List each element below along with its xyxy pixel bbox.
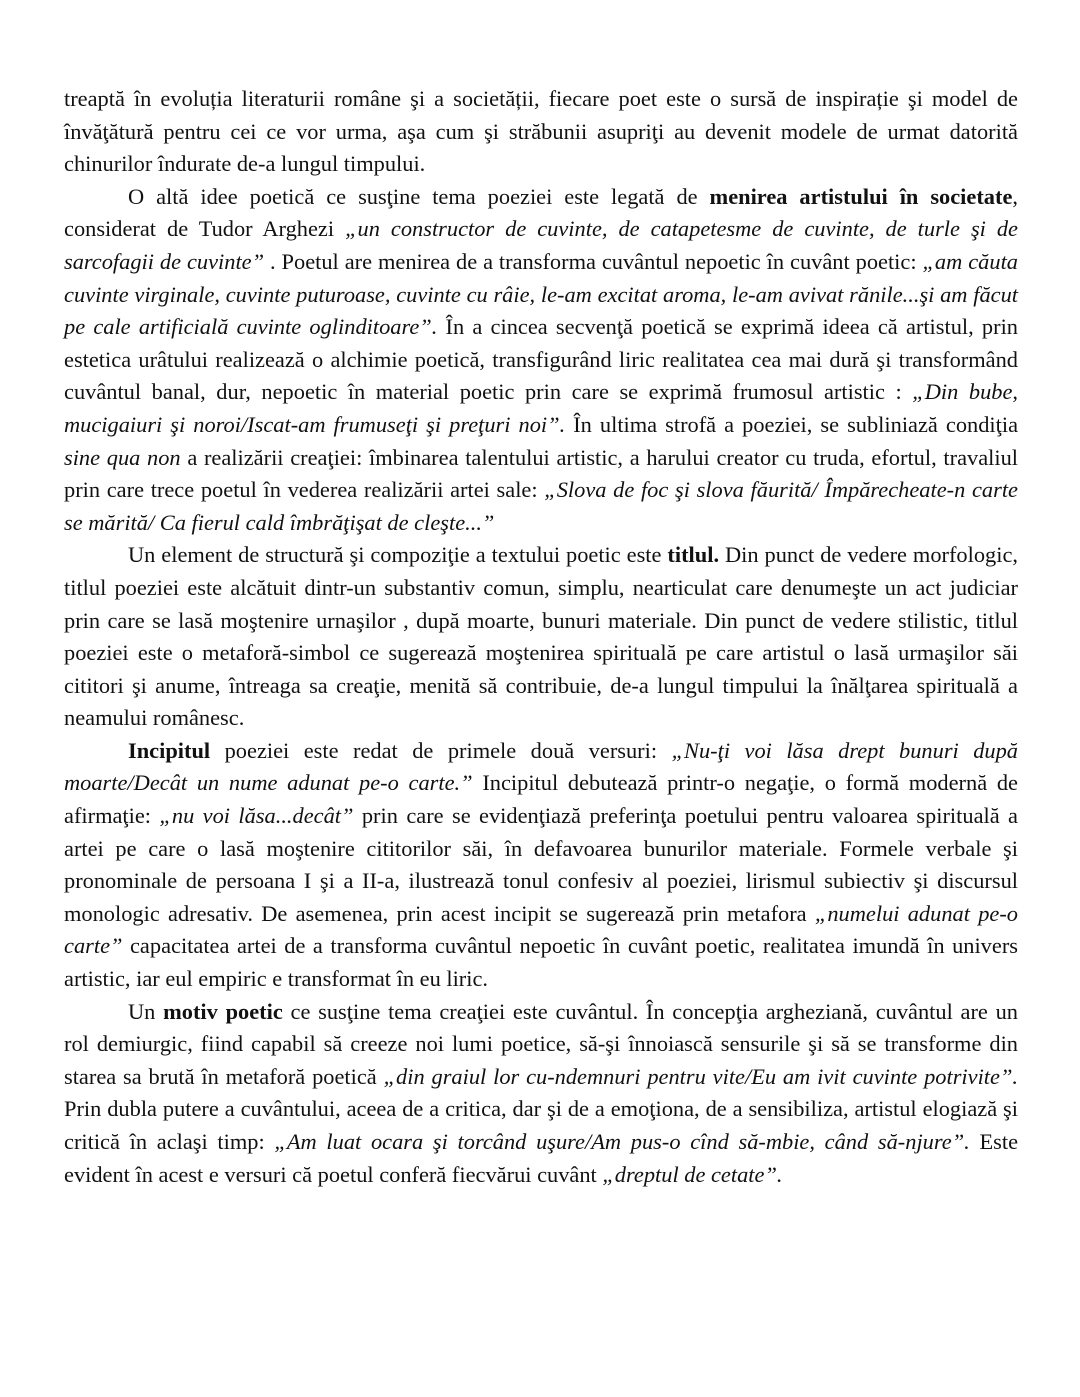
bold-phrase: titlul. [667,542,720,568]
quotation: „Slova de foc şi slova făurită/ Împărecheate-n carte se mărită/ Ca fierul cald îmbrăţişat de cleşte...” [64,477,1018,535]
paragraph-text: Prin dubla putere a cuvântului, aceea de a critica, dar şi de a emoţiona, de a sensibiliza, artistul elogiază şi critică în aclaşi timp: [64,1096,1018,1154]
latin-phrase: sine qua non [64,444,181,470]
paragraph-text: . Poetul are menirea de a transforma cuvântul nepoetic în cuvânt poetic: [264,248,923,274]
paragraph-1 [64,83,1018,181]
paragraph-4 [64,735,1018,996]
paragraph-text: , considerat de Tudor Arghezi [64,183,1018,242]
quotation: „Am luat ocara şi torcând uşure/Am pus-o cînd să-mbie, când să-njure”. [274,1129,970,1154]
quotation: „nu voi lăsa...decât” [159,803,354,829]
bold-phrase: menirea artistului în societate [709,183,1013,209]
quotation: „din graiul lor cu-ndemnuri pentru vite/Eu am ivit cuvinte potrivite”. [383,1063,1018,1089]
paragraph-text: În ultima strofă a poeziei, se subliniază condiţia [565,411,1019,437]
quotation: „am căuta cuvinte virginale, cuvinte puturoase, cuvinte cu râie, le-am excitat aroma, le-am avivat rănile...şi am făcut pe cale artificială cuvinte oglinditoare”. [64,248,1018,340]
paragraph-text: O altă idee poetică ce susţine tema poeziei este legată de [128,183,710,209]
quotation: „Din bube, mucigaiuri şi noroi/Iscat-am frumuseţi şi preţuri noi”. [64,379,1019,437]
paragraph-text: ce susţine tema creaţiei este cuvântul. În concepţia argheziană, cuvântul are un rol demiurgic, fiind capabil să creeze noi lumi poetice, să-şi înnoiască sensurile şi să se transforme din starea sa brută în metaforă poetică [64,998,1018,1089]
paragraph-text: În a cincea secvenţă poetică se exprimă ideea că artistul, prin estetica urâtului realizează o alchimie poetică, transfigurând liric realitatea cea mai dură şi transformând cuvântul banal, dur, nepoetic în material poetic prin care se exprimă frumosul artistic : [64,314,1018,405]
paragraph-text: a realizării creaţiei: îmbinarea talentului artistic, a harului creator cu truda, efortul, travaliul prin care trece poetul în vederea realizării artei sale: [64,444,1018,503]
bold-phrase: Incipitul [128,737,211,763]
quotation: „numelui adunat pe-o carte” [64,900,1018,959]
paragraph-text: Un element de structură şi compoziţie a textului poetic este [128,542,668,568]
paragraph-text: poeziei este redat de primele două versuri: [210,737,672,763]
quotation: „Nu-ţi voi lăsa drept bunuri după moarte/Decât un nume adunat pe-o carte.” [64,737,1019,796]
paragraph-text: Incipitul debutează printr-o negaţie, o formă modernă de afirmaţie: [64,770,1018,829]
paragraph-text: treaptă în evoluția literaturii române şi a societății, fiecare poet este o sursă de inspirație şi model de învăţătură pentru cei ce vor urma, aşa cum şi străbunii asupriţi au devenit modele de urmat datorită chinurilor îndurate de-a lungul timpului. [64,86,1018,177]
paragraph-3 [64,539,1018,735]
paragraph-text: Din punct de vedere morfologic, titlul poeziei este alcătuit dintr-un substantiv comun, simplu, nearticulat care denumeşte un act judiciar prin care se lasă moştenire urnaşilor , după moarte, bunuri materiale. Din punct de vedere stilistic, titlul poeziei este o metaforă-simbol ce sugerează moştenirea spirituală pe care artistul o lasă urmaşilor săi cititori şi anume, întreaga sa creaţie, menită să contribuie, de-a lungul timpului la înălţarea spirituală a neamului românesc. [64,542,1018,731]
paragraph-2 [64,181,1018,540]
quotation: „dreptul de cetate”. [602,1161,783,1187]
paragraph-text: prin care se evidenţiază preferinţa poetului pentru valoarea spirituală a artei pe care o lasă moştenire cititorilor săi, în defavoarea bunurilor materiale. Formele verbale şi pronominale de persoana I şi a II-a, ilustrează tonul confesiv al poeziei, lirismul subiectiv şi discursul monologic adresativ. De asemenea, prin acest incipit se sugerează prin metafora [64,803,1018,926]
paragraph-text: Un [128,998,164,1024]
paragraph-text: capacitatea artei de a transforma cuvântul nepoetic în cuvânt poetic, realitatea imundă în univers artistic, iar eul empiric e transformat în eu liric. [64,933,1018,992]
quotation: „un constructor de cuvinte, de catapetesme de cuvinte, de turle şi de sarcofagii de cuvinte” [64,216,1018,274]
document-page [64,83,1018,1191]
paragraph-5 [64,996,1018,1192]
paragraph-text: Este evident în acest e versuri că poetul conferă fiecvărui cuvânt [64,1129,1019,1187]
bold-phrase: motiv poetic [163,998,283,1024]
